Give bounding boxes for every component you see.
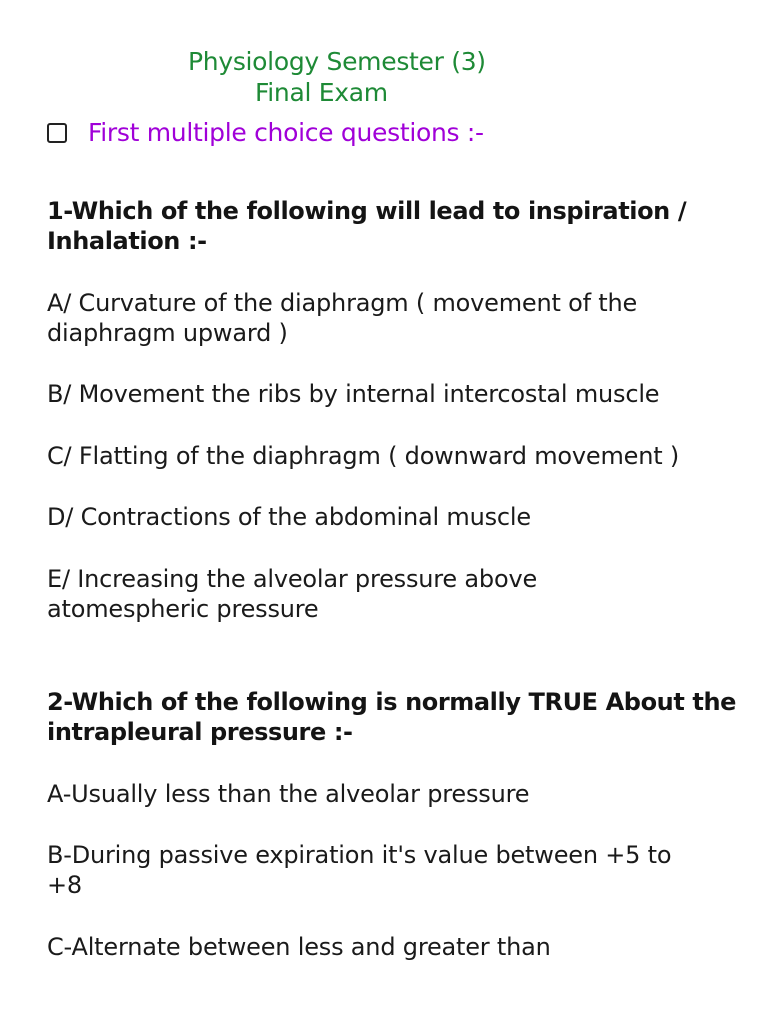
- question-2-option-b: [47, 840, 747, 900]
- question-2-option-a: [47, 779, 747, 809]
- checkbox-icon: [47, 123, 67, 143]
- question-2-line-1: 2-Which of the following is normally TRUE About the: [47, 688, 737, 716]
- question-1-line-2: Inhalation :-: [47, 227, 207, 255]
- question-1-option-c: [47, 441, 747, 471]
- section-title: First multiple choice questions :-: [88, 118, 484, 147]
- option-line: C-Alternate between less and greater than: [47, 933, 551, 961]
- option-line: D/ Contractions of the abdominal muscle: [47, 503, 531, 531]
- option-line: A-Usually less than the alveolar pressure: [47, 780, 530, 808]
- exam-header: [188, 46, 488, 108]
- question-1-option-e: [47, 564, 747, 624]
- question-1: [47, 196, 747, 256]
- option-line: C/ Flatting of the diaphragm ( downward movement ): [47, 442, 680, 470]
- question-1-line-1: 1-Which of the following will lead to inspiration /: [47, 197, 687, 225]
- exam-subtitle: Final Exam: [255, 78, 388, 107]
- exam-title: Physiology Semester (3): [188, 47, 486, 76]
- option-line: A/ Curvature of the diaphragm ( movement of the: [47, 289, 638, 317]
- question-2-line-2: intrapleural pressure :-: [47, 718, 353, 746]
- question-1-option-a: [47, 288, 747, 348]
- question-2-option-c: [47, 932, 747, 962]
- option-line: diaphragm upward ): [47, 319, 288, 347]
- option-line: E/ Increasing the alveolar pressure above: [47, 565, 538, 593]
- question-2: [47, 687, 747, 747]
- option-line: B/ Movement the ribs by internal intercostal muscle: [47, 380, 660, 408]
- question-1-option-d: [47, 502, 747, 532]
- question-1-option-b: [47, 379, 747, 409]
- section-heading: [47, 117, 484, 149]
- option-line: +8: [47, 871, 82, 899]
- option-line: atomespheric pressure: [47, 595, 319, 623]
- option-line: B-During passive expiration it's value between +5 to: [47, 841, 672, 869]
